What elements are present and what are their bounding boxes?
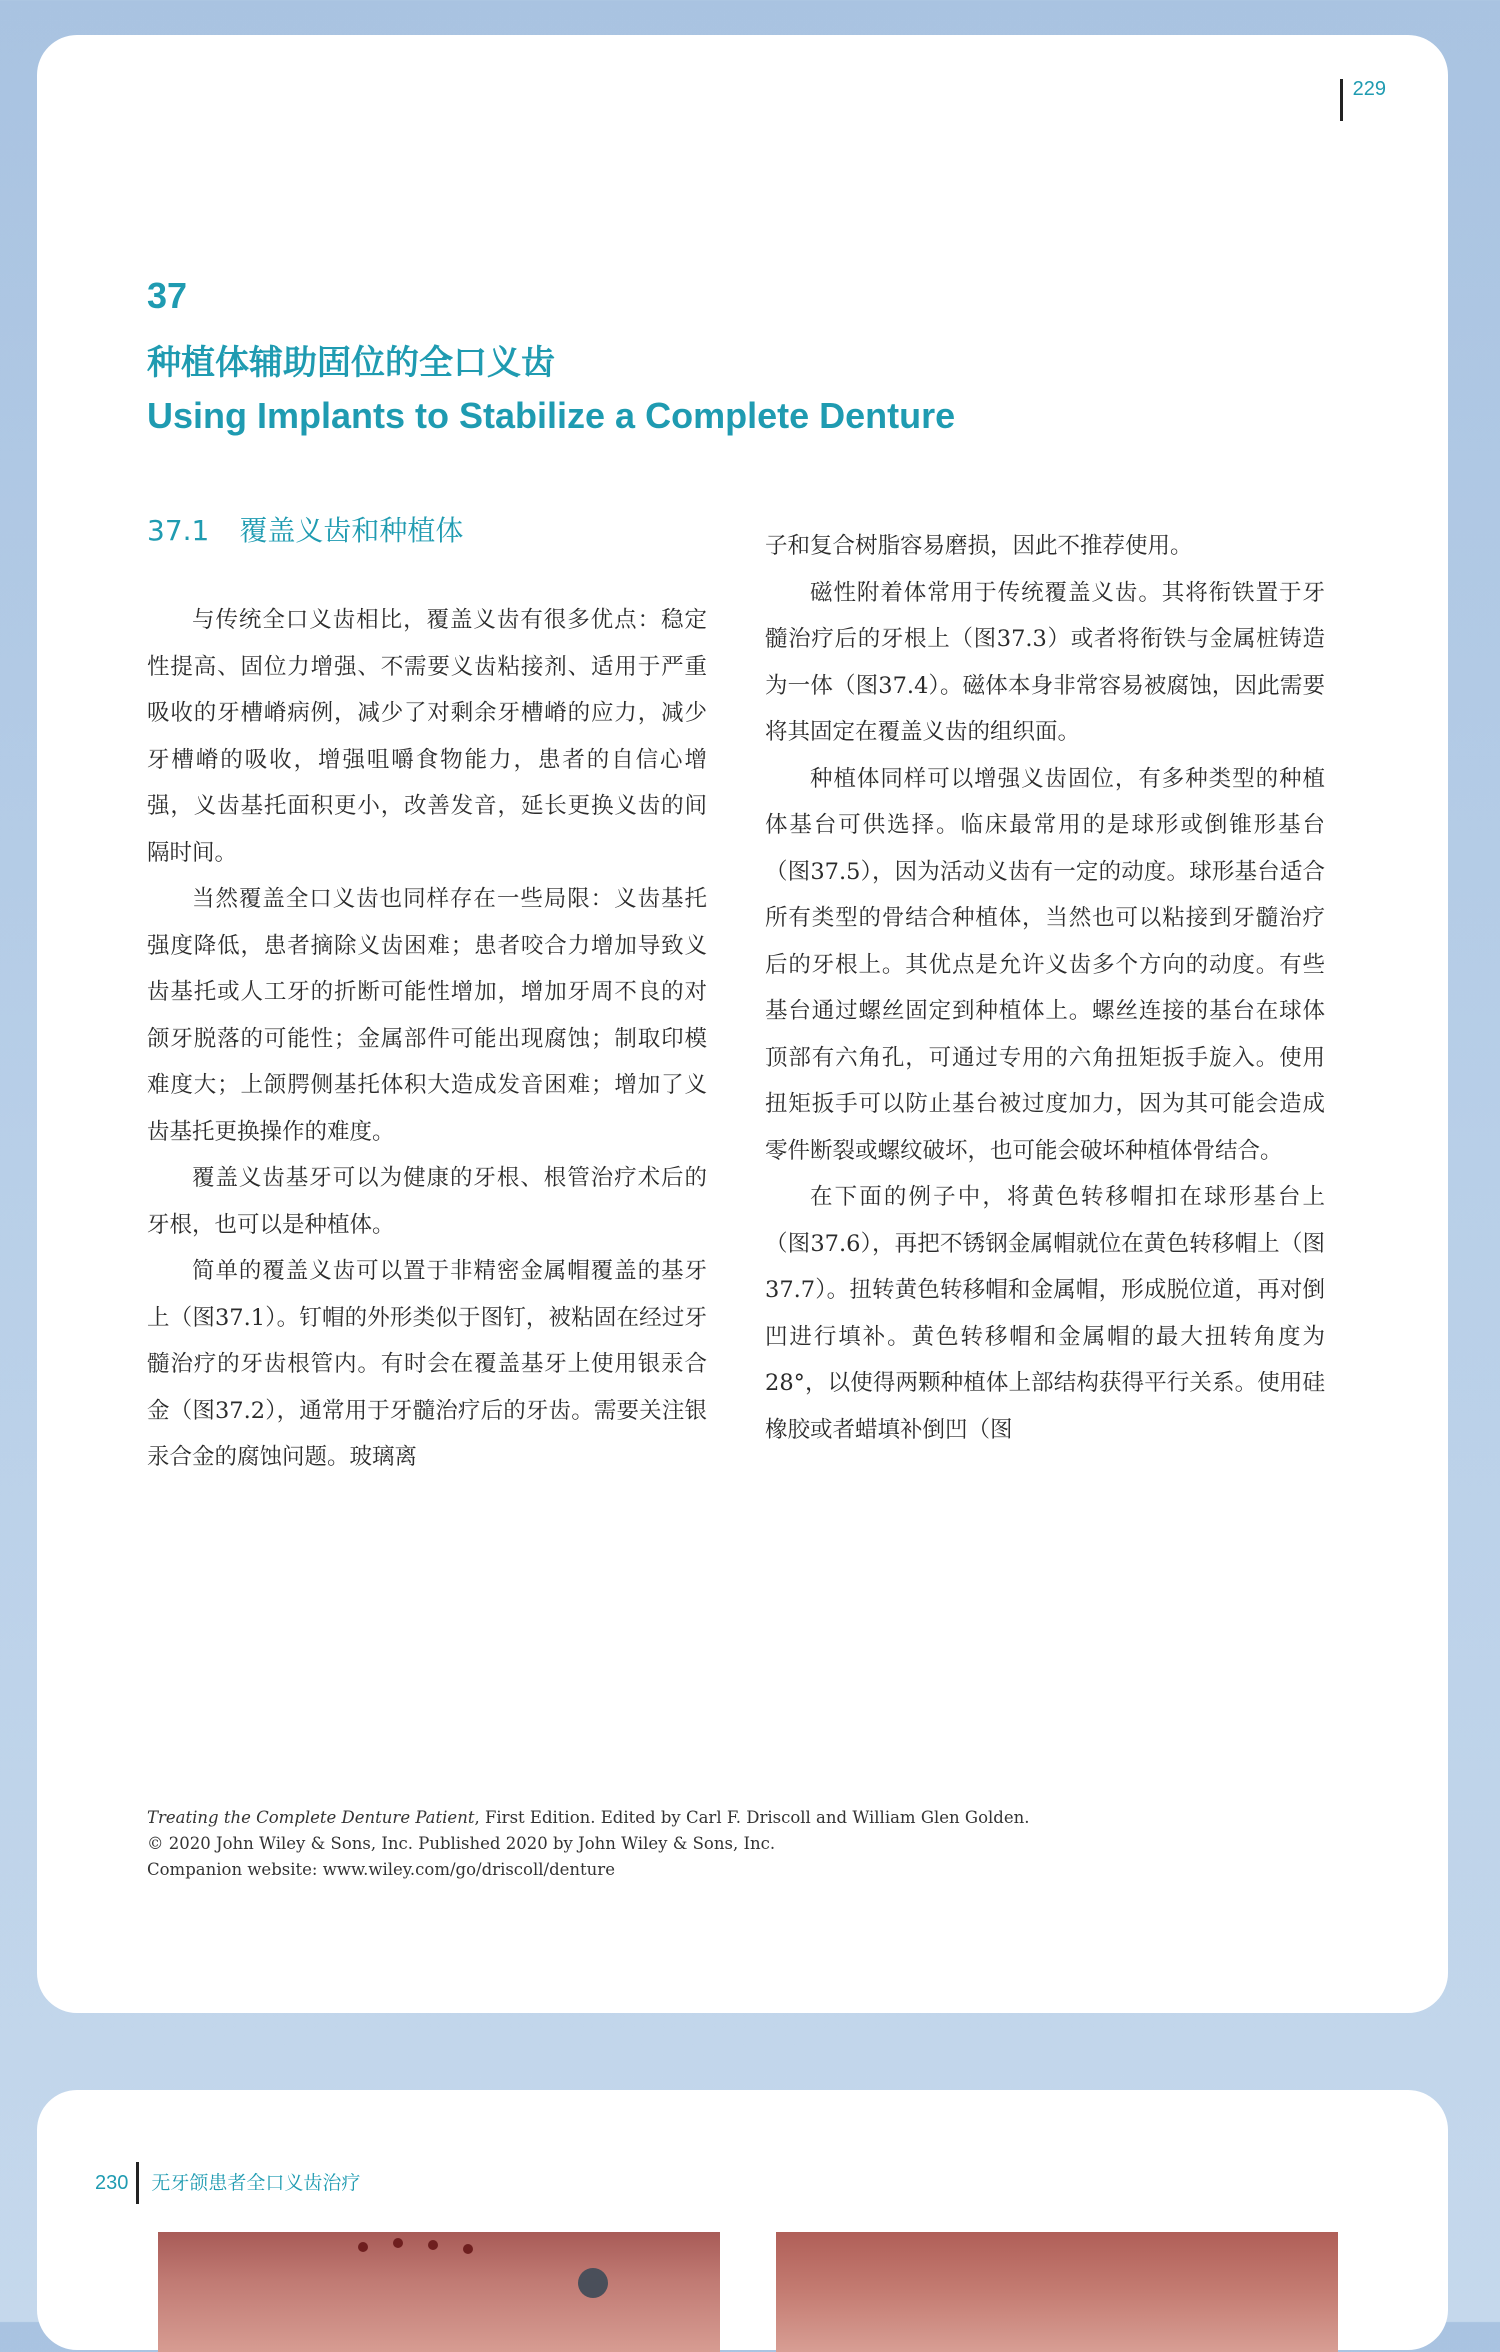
footer-copyright: © 2020 John Wiley & Sons, Inc. Published 2020 by John Wiley & Sons, Inc. bbox=[147, 1834, 776, 1853]
footer-website: Companion website: www.wiley.com/go/driscoll/denture bbox=[147, 1860, 615, 1879]
implant-mark bbox=[428, 2240, 438, 2250]
paragraph: 与传统全口义齿相比，覆盖义齿有很多优点：稳定性提高、固位力增强、不需要义齿粘接剂、适用于严重吸收的牙槽嵴病例，减少了对剩余牙槽嵴的应力，减少牙槽嵴的吸收，增强咀嚼食物能力，患者的自信心增强，义齿基托面积更小，改善发音，延长更换义齿的间隔时间。 bbox=[147, 607, 707, 866]
paragraph: 覆盖义齿基牙可以为健康的牙根、根管治疗术后的牙根，也可以是种植体。 bbox=[147, 1165, 707, 1238]
chapter-title-cn: 种植体辅助固位的全口义齿 bbox=[147, 343, 555, 383]
paragraph: 种植体同样可以增强义齿固位，有多种类型的种植体基台可供选择。临床最常用的是球形或倒锥形基台（图37.5），因为活动义齿有一定的动度。球形基台适合所有类型的骨结合种植体，当然也可以粘接到牙髓治疗后的牙根上。其优点是允许义齿多个方向的动度。有些基台通过螺丝固定到种植体上。螺丝连接的基台在球体顶部有六角孔，可通过专用的六角扭矩扳手旋入。使用扭矩扳手可以防止基台被过度加力，因为其可能会造成零件断裂或螺纹破坏，也可能会破坏种植体骨结合。 bbox=[765, 765, 1325, 1164]
edition-text: , First Edition. Edited by Carl F. Driscoll and William Glen Golden. bbox=[474, 1808, 1030, 1827]
copyright-footer bbox=[147, 1805, 1147, 1883]
page-header bbox=[95, 2162, 360, 2204]
book-page-230 bbox=[37, 2090, 1448, 2350]
paragraph-continuation: 子和复合树脂容易磨损，因此不推荐使用。 bbox=[765, 533, 1193, 559]
book-page-229 bbox=[37, 35, 1448, 2013]
text-column-left bbox=[147, 509, 707, 1481]
section-title: 覆盖义齿和种植体 bbox=[239, 514, 464, 547]
section-number: 37.1 bbox=[147, 514, 210, 547]
section-heading bbox=[147, 509, 707, 553]
book-title: Treating the Complete Denture Patient bbox=[147, 1808, 475, 1827]
implant-mark bbox=[393, 2238, 403, 2248]
chapter-title-en: Using Implants to Stabilize a Complete Denture bbox=[147, 395, 956, 436]
clinical-photo-left bbox=[158, 2232, 720, 2352]
abutment-mark bbox=[578, 2268, 608, 2298]
text-column-right bbox=[765, 523, 1325, 1453]
paragraph: 磁性附着体常用于传统覆盖义齿。其将衔铁置于牙髓治疗后的牙根上（图37.3）或者将衔铁与金属桩铸造为一体（图37.4）。磁体本身非常容易被腐蚀，因此需要将其固定在覆盖义齿的组织面。 bbox=[765, 579, 1325, 745]
clinical-photo-right bbox=[776, 2232, 1338, 2352]
page-number: 229 bbox=[1340, 79, 1386, 121]
paragraph: 当然覆盖全口义齿也同样存在一些局限：义齿基托强度降低，患者摘除义齿困难；患者咬合力增加导致义齿基托或人工牙的折断可能性增加，增加牙周不良的对颌牙脱落的可能性；金属部件可能出现腐蚀；制取印模难度大；上颌腭侧基托体积大造成发音困难；增加了义齿基托更换操作的难度。 bbox=[147, 886, 707, 1145]
running-head: 无牙颌患者全口义齿治疗 bbox=[151, 2172, 361, 2194]
paragraph: 简单的覆盖义齿可以置于非精密金属帽覆盖的基牙上（图37.1）。钉帽的外形类似于图钉，被粘固在经过牙髓治疗的牙齿根管内。有时会在覆盖基牙上使用银汞合金（图37.2），通常用于牙髓治疗后的牙齿。需要关注银汞合金的腐蚀问题。玻璃离 bbox=[147, 1258, 707, 1470]
page-number: 230 bbox=[95, 2162, 139, 2204]
chapter-number: 37 bbox=[147, 275, 188, 316]
implant-mark bbox=[358, 2242, 368, 2252]
implant-mark bbox=[463, 2244, 473, 2254]
paragraph: 在下面的例子中，将黄色转移帽扣在球形基台上（图37.6），再把不锈钢金属帽就位在黄色转移帽上（图37.7）。扭转黄色转移帽和金属帽，形成脱位道，再对倒凹进行填补。黄色转移帽和金属帽的最大扭转角度为28°，以使得两颗种植体上部结构获得平行关系。使用硅橡胶或者蜡填补倒凹（图 bbox=[765, 1184, 1325, 1443]
footer-edition-line bbox=[147, 1805, 1147, 1831]
